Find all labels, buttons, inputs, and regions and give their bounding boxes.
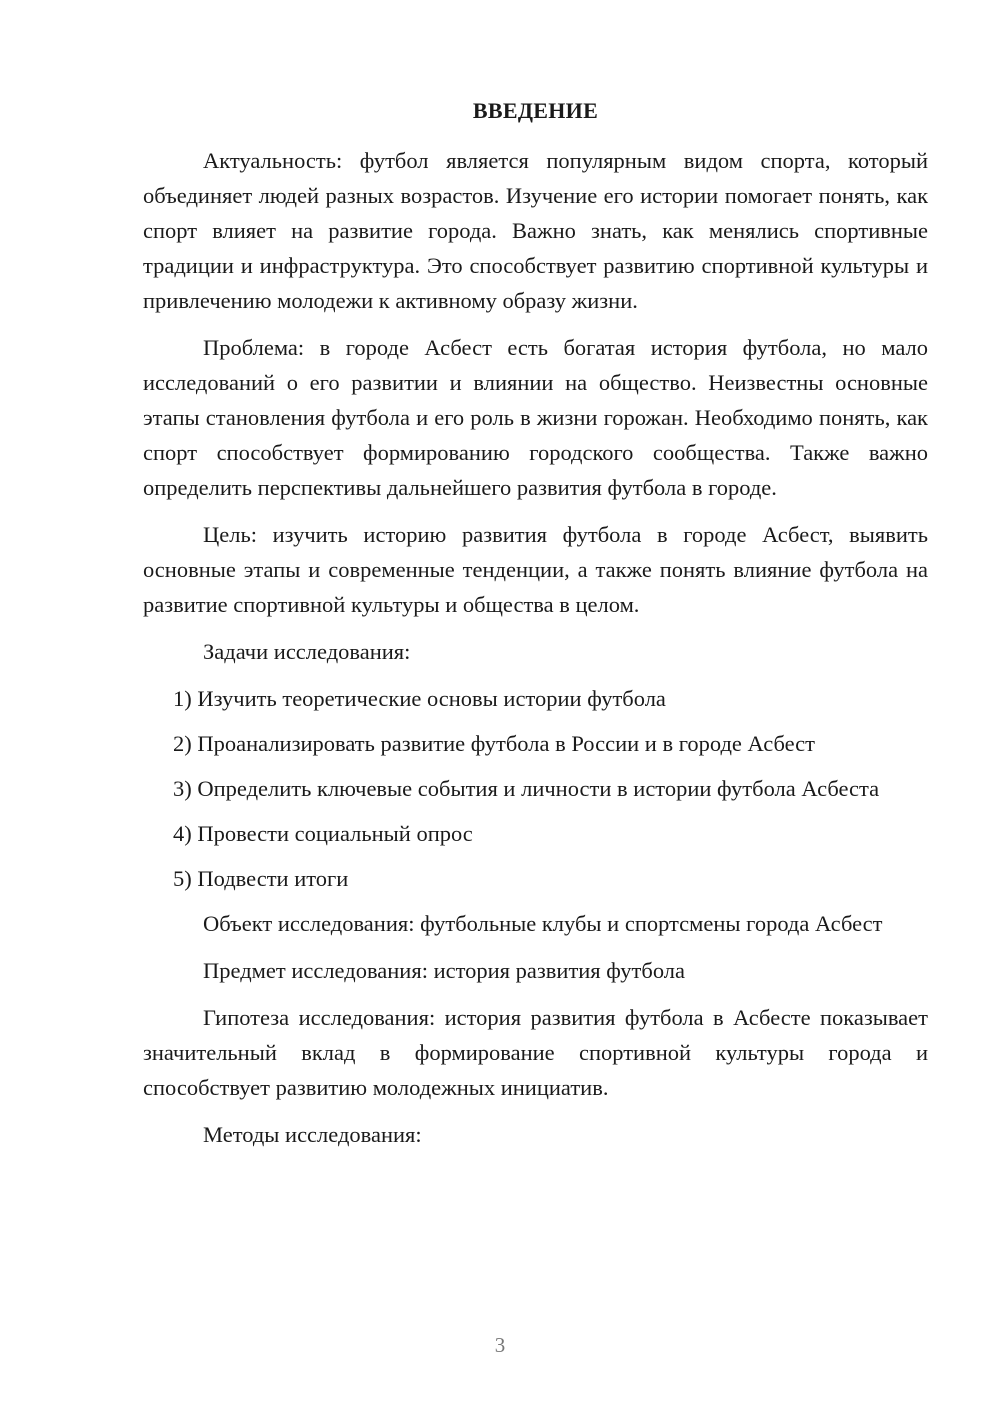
- paragraph-problem: Проблема: в городе Асбест есть богатая история футбола, но мало исследований о его развитии и влиянии на общество. Неизвестны основные этапы становления футбола и его роль в жизни горожан. Необходимо понять, как спорт способствует формированию городского сообщества. Также важно определить перспективы дальнейшего развития футбола в городе.: [143, 335, 928, 500]
- paragraph-goal: Цель: изучить историю развития футбола в городе Асбест, выявить основные этапы и современные тенденции, а также понять влияние футбола на развитие спортивной культуры и общества в целом.: [143, 522, 928, 617]
- paragraph-hypothesis: Гипотеза исследования: история развития футбола в Асбесте показывает значительный вклад в формирование спортивной культуры города и способствует развитию молодежных инициатив.: [143, 1005, 928, 1100]
- section-title: ВВЕДЕНИЕ: [472, 98, 599, 123]
- document-page: [143, 94, 928, 1164]
- task-item-1: 1) Изучить теоретические основы истории футбола: [173, 686, 666, 711]
- tasks-heading: Задачи исследования:: [203, 639, 411, 664]
- paragraph-relevance: Актуальность: футбол является популярным видом спорта, который объединяет людей разных возрастов. Изучение его истории помогает понять, как спорт влияет на развитие города. Важно знать, как менялись спортивные традиции и инфраструктура. Это способствует развитию спортивной культуры и привлечению молодежи к активному образу жизни.: [143, 148, 928, 313]
- paragraph-object: Объект исследования: футбольные клубы и спортсмены города Асбест: [203, 911, 883, 936]
- page-number: 3: [494, 1333, 506, 1357]
- paragraph-subject: Предмет исследования: история развития футбола: [203, 958, 686, 983]
- methods-heading: Методы исследования:: [203, 1122, 422, 1147]
- task-item-2: 2) Проанализировать развитие футбола в России и в городе Асбест: [173, 731, 815, 756]
- task-item-4: 4) Провести социальный опрос: [173, 821, 473, 846]
- task-item-5: 5) Подвести итоги: [173, 866, 349, 891]
- task-item-3: 3) Определить ключевые события и личности в истории футбола Асбеста: [173, 776, 880, 801]
